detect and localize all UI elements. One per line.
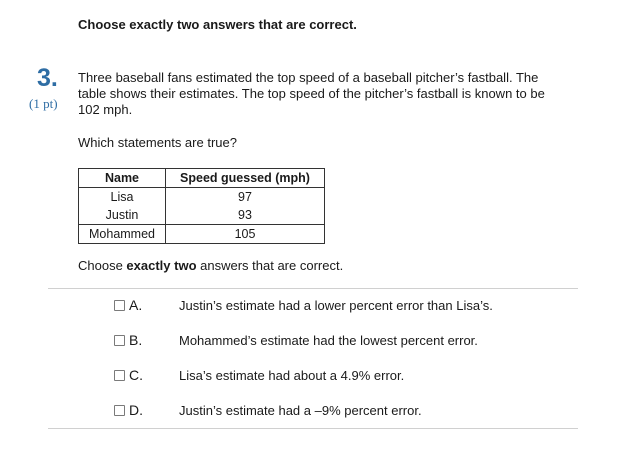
choose-suffix: answers that are correct. [196, 258, 344, 273]
option-b-letter: B. [129, 332, 143, 348]
option-b-text: Mohammed’s estimate had the lowest percent error. [179, 332, 478, 348]
question-text: Three baseball fans estimated the top speed of a baseball pitcher’s fastball. The table shows their estimates. The top speed of the pitcher’s fastball is known to be 102 mph. [78, 70, 545, 117]
instruction-heading: Choose exactly two answers that are correct. [78, 17, 357, 32]
table-header-row [79, 169, 325, 188]
option-b[interactable] [114, 331, 478, 349]
header-speed: Speed guessed (mph) [166, 169, 325, 188]
option-a-letter: A. [129, 297, 143, 313]
choose-instruction [78, 258, 343, 273]
table-row [79, 188, 325, 207]
question-points: (1 pt) [29, 96, 58, 111]
option-a[interactable] [114, 296, 493, 314]
estimates-table [78, 168, 325, 244]
option-c-letter: C. [129, 367, 143, 383]
option-a-checkbox[interactable] [114, 300, 125, 311]
cell-name: Lisa [79, 188, 166, 207]
option-c[interactable] [114, 366, 404, 384]
table-row [79, 225, 325, 244]
table-row [79, 206, 325, 225]
cell-name: Mohammed [79, 225, 166, 244]
question-prompt: Which statements are true? [78, 135, 237, 150]
cell-speed: 105 [166, 225, 325, 244]
choose-prefix: Choose [78, 258, 127, 273]
cell-speed: 97 [166, 188, 325, 207]
divider-top [48, 288, 578, 289]
option-c-text: Lisa’s estimate had about a 4.9% error. [179, 367, 405, 383]
option-d-checkbox[interactable] [114, 405, 125, 416]
option-d-letter: D. [129, 402, 143, 418]
option-c-checkbox[interactable] [114, 370, 125, 381]
option-d-text: Justin’s estimate had a –9% percent error. [179, 402, 422, 418]
option-b-checkbox[interactable] [114, 335, 125, 346]
question-number: 3. [37, 64, 58, 92]
cell-speed: 93 [166, 206, 325, 225]
cell-name: Justin [79, 206, 166, 225]
option-d[interactable] [114, 401, 422, 419]
header-name: Name [79, 169, 166, 188]
option-a-text: Justin’s estimate had a lower percent error than Lisa’s. [179, 297, 493, 313]
divider-bottom [48, 428, 578, 429]
choose-bold: exactly two [126, 258, 197, 273]
